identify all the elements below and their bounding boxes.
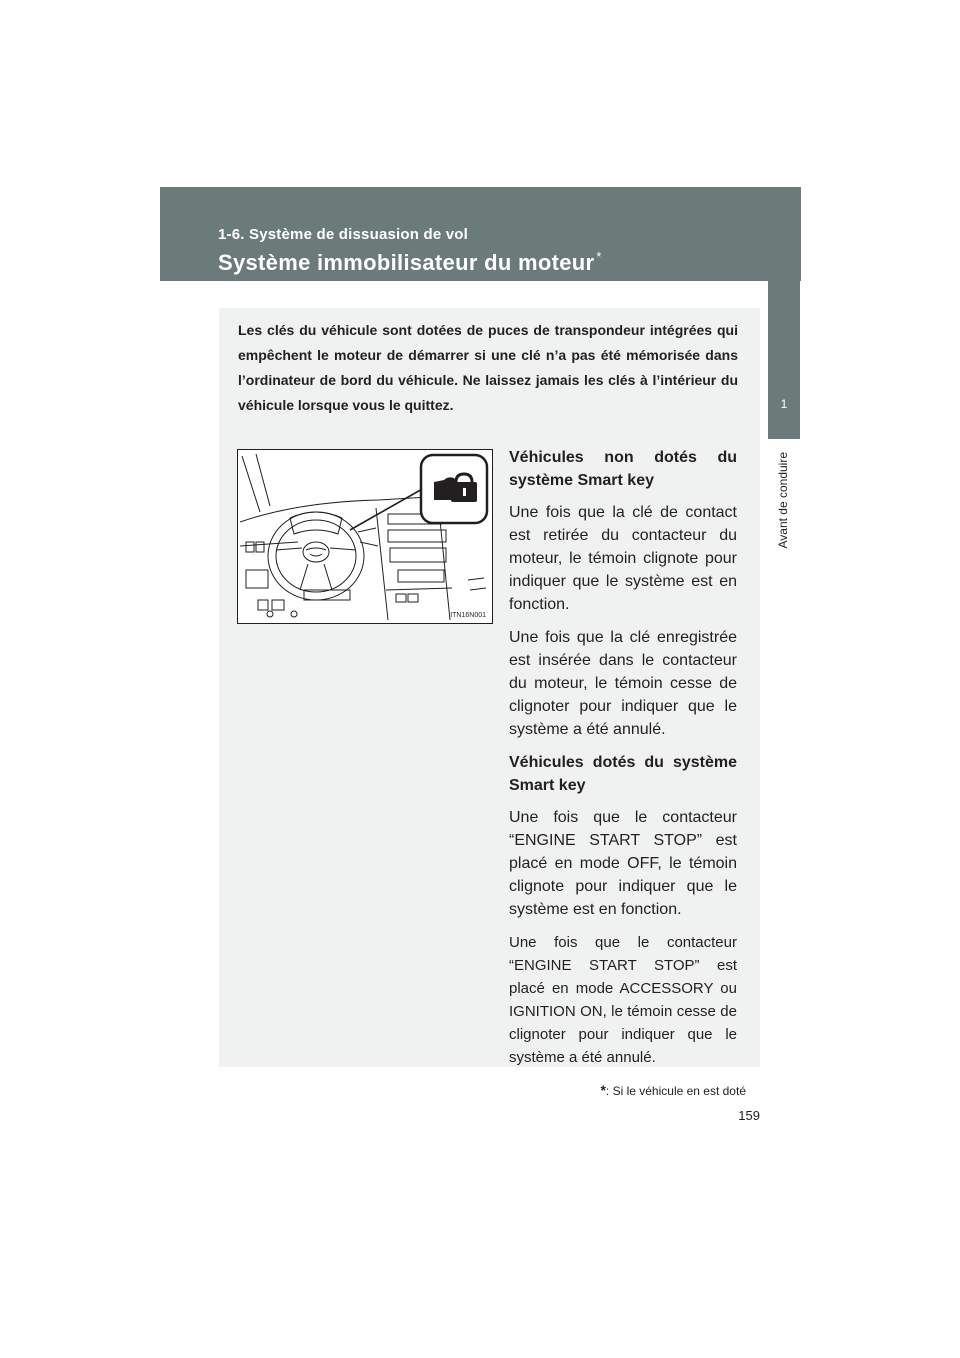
footnote	[560, 1082, 746, 1098]
intro-text: Les clés du véhicule sont dotées de puces de transpondeur intégrées qui empêchent le moteur de démarrer si une clé n’a pas été mémorisée dans l’ordinateur de bord du véhicule. Ne laissez jamais les clés à l’intérieur du véhicule lorsque vous le quittez.	[238, 322, 738, 413]
page-number: 159	[738, 1108, 760, 1123]
dashboard-illustration	[238, 450, 492, 623]
footnote-text: : Si le véhicule en est doté	[605, 1084, 746, 1098]
paragraph: Une fois que la clé de contact est retirée du contacteur du moteur, le témoin clignote pour indiquer que le système est en fonction.	[509, 504, 737, 613]
paragraph: Une fois que le contacteur “ENGINE START STOP” est placé en mode OFF, le témoin clignote pour indiquer que le système est en fonction.	[509, 809, 737, 918]
figure-code: ITN16N001	[450, 612, 486, 619]
section-label: 1-6. Système de dissuasion de vol	[218, 226, 469, 243]
paragraph: Une fois que la clé enregistrée est insérée dans le contacteur du moteur, le témoin cesse de clignoter pour indiquer que le système a été annulé.	[509, 629, 737, 738]
chapter-number: 1	[780, 397, 788, 411]
paragraph: Une fois que le contacteur “ENGINE START STOP” est placé en mode ACCESSORY ou IGNITION ON, le témoin cesse de clignoter pour indiquer que le système a été annulé.	[509, 934, 737, 1066]
chapter-label: Avant de conduire	[776, 452, 790, 549]
page-title	[218, 249, 602, 276]
section-heading-no-smart-key: Véhicules non dotés du système Smart key	[509, 449, 737, 489]
security-indicator-icon	[421, 455, 487, 523]
page-title-text: Système immobilisateur du moteur	[218, 250, 595, 275]
dashboard-figure	[237, 449, 493, 624]
right-column	[509, 446, 737, 1079]
asterisk-icon: *	[596, 249, 602, 264]
asterisk-icon: *	[600, 1082, 606, 1098]
section-heading-smart-key: Véhicules dotés du système Smart key	[509, 754, 737, 794]
chapter-tab	[768, 187, 800, 439]
